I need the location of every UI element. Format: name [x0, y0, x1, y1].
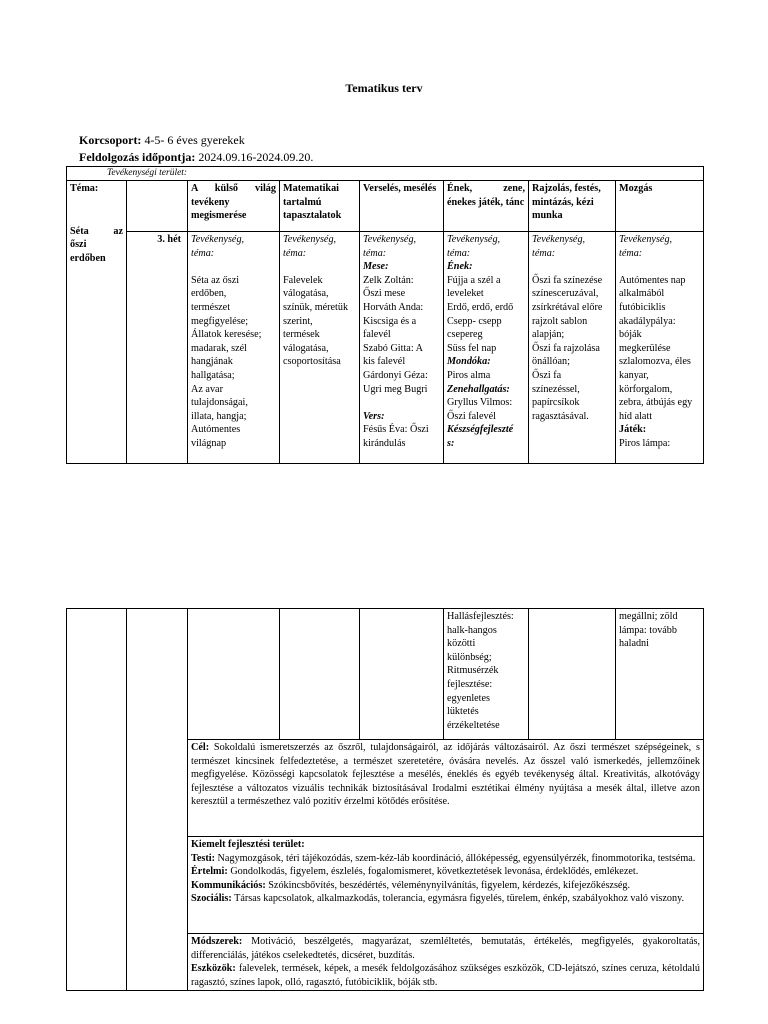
- topic-line-3: erdőben: [70, 252, 106, 264]
- cell-text-line: szerint,: [283, 315, 313, 327]
- cell-text-line: ragasztásával.: [532, 410, 589, 422]
- cell-text-line: Ugri meg Bugri: [363, 383, 428, 395]
- activity-label: téma:: [191, 247, 215, 259]
- cell-text-line: megállni; zöld: [619, 611, 678, 622]
- cell-text-line: egyenletes: [447, 692, 490, 704]
- activity-label: Tevékenység,: [532, 234, 586, 245]
- cell-text-line: falevél: [363, 329, 391, 341]
- cell-text-line: csepereg: [447, 329, 483, 341]
- szocialis-text: Társas kapcsolatok, alkalmazkodás, tolerancia, egymásra figyelés, türelem, énkép, szabályokhoz való viszony.: [231, 893, 685, 905]
- cell-text-line: válogatása,: [283, 342, 329, 354]
- cell-text-line: érzékeltetése: [447, 719, 500, 731]
- development-ertelmi: [191, 865, 700, 879]
- cell-text-line: kirándulás: [363, 437, 406, 449]
- cell-text-line: körforgalom,: [619, 383, 673, 395]
- list-kulso: [191, 274, 276, 451]
- cell-text-line: akadálypálya:: [619, 315, 676, 327]
- plan-table: [66, 166, 704, 464]
- cell-text-line: zebra, átbújás egy: [619, 397, 693, 409]
- list-matek: [283, 274, 356, 369]
- list-enek-cont: [447, 610, 525, 732]
- testi-text: Nagymozgások, téri tájékozódás, szem-kéz-láb koordináció, állóképesség, egyensúlyérzék, finommotorika, testséma.: [214, 852, 696, 864]
- cell-text-line: Piros alma: [447, 369, 491, 381]
- cell-text-line: Séta az őszi: [191, 274, 240, 286]
- mondoka-label: Mondóka:: [447, 356, 491, 368]
- plan-table-continuation: [66, 608, 704, 991]
- enek-label: Ének:: [447, 261, 473, 273]
- cell-text-line: Ritmusérzék: [447, 665, 499, 677]
- testi-label: Testi:: [191, 852, 215, 864]
- cell-text-line: haladni: [619, 638, 649, 650]
- col-verseles: [360, 232, 444, 464]
- cell-text-line: leveleket: [447, 288, 484, 300]
- topic-line-1: [70, 225, 123, 239]
- methods-text: Motiváció, beszélgetés, magyarázat, szemléltetés, bemutatás, értékelés, megfigyelés, gyakoroltatás, differenciálás, játékos cselekedtetés, dicséret, buzdítás.: [191, 936, 700, 961]
- cell-text-line: világnap: [191, 437, 227, 449]
- list-zene: [447, 396, 525, 423]
- kommunikacios-text: Szókincsbővítés, beszédértés, véleménynyilvánítás, figyelem, kérdezés, kifejezőkészség.: [265, 879, 631, 891]
- col-rajz-cont: [529, 609, 616, 740]
- cell-text-line: közötti: [447, 638, 476, 650]
- cell-text-line: halk-hangos: [447, 624, 497, 636]
- col-rajzolas: [529, 232, 616, 464]
- cell-text-line: Autómentes nap: [619, 274, 686, 286]
- cell-text-line: tulajdonságai,: [191, 397, 248, 409]
- cell-text-line: Fújja a szél a: [447, 274, 501, 286]
- cell-text-line: színezéssel,: [532, 383, 580, 395]
- col-verseles-cont: [360, 609, 444, 740]
- cell-text-line: színük, méretük: [283, 301, 349, 313]
- activity-label: téma:: [283, 247, 307, 259]
- cell-text-line: Az avar: [191, 383, 223, 395]
- activity-label: téma:: [532, 247, 556, 259]
- cell-text-line: papírcsíkok: [532, 397, 580, 409]
- col-enek: [444, 232, 529, 464]
- col-matematika: [280, 232, 360, 464]
- header-enek: Ének, zene, énekes játék, tánc: [444, 181, 529, 232]
- activity-label: Tevékenység,: [283, 234, 337, 245]
- age-group-value: 4-5- 6 éves gyerekek: [141, 133, 245, 147]
- list-vers: [363, 423, 440, 450]
- cell-text-line: zsírkrétával előre: [532, 301, 603, 313]
- col-enek-cont: [444, 609, 529, 740]
- list-mese: [363, 274, 440, 396]
- cell-text-line: erdőben,: [191, 288, 227, 300]
- cell-text-line: Kiscsiga és a: [363, 315, 417, 327]
- activity-label: téma:: [447, 247, 471, 259]
- list-enek: [447, 274, 525, 356]
- development-cell: [188, 837, 704, 934]
- cell-text-line: Falevelek: [283, 274, 323, 286]
- cell-text-line: Őszi mese: [363, 288, 406, 300]
- col-matek-cont: [280, 609, 360, 740]
- tools-line: [191, 962, 700, 989]
- list-mozgas-cont: [619, 610, 700, 651]
- cell-text-line: hangjának: [191, 356, 233, 368]
- cell-text-line: madarak, szél: [191, 342, 248, 354]
- col-kulso-cont: [188, 609, 280, 740]
- cell-text-line: alkalmából: [619, 288, 665, 300]
- topic-line-2: őszi: [70, 239, 87, 251]
- cell-text-line: Őszi fa színezése: [532, 274, 603, 286]
- jatek-label: Játék:: [619, 424, 647, 436]
- header-mozgas: Mozgás: [616, 181, 704, 232]
- list-mondoka: [447, 369, 525, 383]
- cell-text-line: rajzolt sablon: [532, 315, 588, 327]
- cell-text-line: megkerülése: [619, 342, 671, 354]
- cell-text-line: illata, hangja;: [191, 410, 247, 422]
- cell-text-line: Őszi falevél: [447, 410, 496, 422]
- development-heading: Kiemelt fejlesztési terület:: [191, 839, 305, 850]
- development-szocialis: [191, 892, 700, 906]
- topic-word: az: [113, 225, 123, 237]
- cell-text-line: Gárdonyi Géza:: [363, 369, 428, 381]
- cell-text-line: Őszi fa rajzolása: [532, 342, 600, 354]
- list-mozgas: [619, 274, 700, 424]
- goal-label: Cél:: [191, 742, 210, 753]
- topic-cell-cont: [67, 609, 127, 991]
- cell-text-line: fejlesztése:: [447, 678, 493, 690]
- topic-word: Séta: [70, 225, 89, 237]
- mese-label: Mese:: [363, 261, 389, 273]
- keszsegfejlesztes-label: Készségfejleszté: [447, 424, 514, 436]
- activity-area-label: Tevékenységi terület:: [67, 167, 704, 181]
- cell-text-line: Őszi fa: [532, 369, 562, 381]
- col-mozgas-cont: [616, 609, 704, 740]
- cell-text-line: Állatok keresése;: [191, 329, 262, 341]
- cell-text-line: Autómentes: [191, 424, 241, 436]
- development-testi: [191, 852, 700, 866]
- kommunikacios-label: Kommunikációs:: [191, 879, 266, 891]
- cell-text-line: lámpa: tovább: [619, 624, 677, 636]
- tools-label: Eszközök:: [191, 963, 236, 975]
- week-cell: 3. hét: [127, 232, 188, 464]
- cell-text-line: Szabó Gitta: A: [363, 342, 423, 354]
- cell-text-line: híd alatt: [619, 410, 653, 422]
- activity-label: Tevékenység,: [191, 234, 245, 245]
- cell-text-line: Fésűs Éva: Őszi: [363, 424, 429, 436]
- cell-text-line: természet: [191, 301, 231, 313]
- date-value: 2024.09.16-2024.09.20.: [195, 150, 314, 164]
- cell-text-line: Csepp- csepp: [447, 315, 502, 327]
- cell-text-line: Gryllus Vilmos:: [447, 397, 513, 409]
- col-mozgas: [616, 232, 704, 464]
- vers-label: Vers:: [363, 410, 385, 422]
- goal-text: Sokoldalú ismeretszerzés az őszről, tulajdonságairól, az időjárás változásairól. Az őszi természet szépségeinek, s természet kincsinek felfedeztetése, a természet szeretetére, óvására nevelés. Az ősszel való ismerkedés, jellemzőinek megfigyelése. Közösségi kapcsolatok fejlesztése a mesélés, éneklés és egyéb tevékenység által. Kreativitás, alkotóvágy fejlesztése a változatos vizuális technikák biztosításával Irodalmi esztétikai élmény nyújtása a mesék által, illetve azon keresztül a természethez való pozitív érzelmi kötődés erősítése.: [191, 742, 700, 808]
- cell-text-line: válogatása,: [283, 288, 329, 300]
- cell-text-line: Erdő, erdő, erdő: [447, 301, 514, 313]
- cell-text-line: csoportosítása: [283, 356, 341, 368]
- cell-text-line: Hallásfejlesztés:: [447, 611, 514, 622]
- ertelmi-text: Gondolkodás, figyelem, észlelés, fogalomismeret, következtetések levonása, érdeklődés, emlékezet.: [227, 866, 639, 878]
- zenehallgatas-label: Zenehallgatás:: [447, 383, 510, 395]
- ertelmi-label: Értelmi:: [191, 866, 228, 878]
- col-kulso-vilag: [188, 232, 280, 464]
- week-cell-cont: [127, 609, 188, 991]
- topic-header: Téma:: [70, 183, 99, 194]
- cell-text-line: kis falevél: [363, 356, 406, 368]
- goal-cell: [188, 740, 704, 837]
- cell-text-line: Horváth Anda:: [363, 301, 424, 313]
- topic-cell: [67, 181, 127, 464]
- cell-text-line: Zelk Zoltán:: [363, 274, 414, 286]
- cell-text-line: termések: [283, 329, 320, 341]
- cell-text-line: lüktetés: [447, 706, 479, 718]
- header-rajzolas: Rajzolás, festés, mintázás, kézi munka: [529, 181, 616, 232]
- activity-label: téma:: [619, 247, 643, 259]
- methods-line: [191, 935, 700, 962]
- cell-text-line: alapján;: [532, 329, 565, 341]
- cell-text-line: önállóan;: [532, 356, 570, 368]
- cell-text-line: Süss fel nap: [447, 342, 497, 354]
- keszsegfejlesztes-label: s:: [447, 437, 455, 449]
- cell-text-line: bóják: [619, 329, 642, 341]
- cell-text-line: színesceruzával,: [532, 288, 599, 300]
- page-title: Tematikus terv: [345, 81, 423, 95]
- header-matematika: Matematikai tartalmú tapasztalatok: [280, 181, 360, 232]
- activity-label: téma:: [363, 247, 387, 259]
- list-rajz: [532, 274, 612, 424]
- cell-text-line: kanyar,: [619, 369, 649, 381]
- activity-label: Tevékenység,: [363, 234, 417, 245]
- header-kulso-vilag: A külső világ tevékeny megismerése: [188, 181, 280, 232]
- age-group-label: Korcsoport:: [79, 133, 142, 147]
- header-verseles: Verselés, mesélés: [360, 181, 444, 232]
- week-header-cell: [127, 181, 188, 232]
- methods-cell: [188, 934, 704, 991]
- development-kommunikacios: [191, 879, 700, 893]
- activity-label: Tevékenység,: [447, 234, 501, 245]
- cell-text-line: megfigyelése;: [191, 315, 249, 327]
- cell-text-line: hallgatása;: [191, 369, 235, 381]
- szocialis-label: Szociális:: [191, 893, 232, 905]
- methods-label: Módszerek:: [191, 936, 243, 947]
- age-group-line: [79, 132, 245, 148]
- cell-text-line: szlalomozva, éles: [619, 356, 691, 368]
- date-line: [79, 149, 313, 165]
- cell-text-line: futóbiciklis: [619, 301, 666, 313]
- jatek-text: Piros lámpa:: [619, 437, 671, 449]
- activity-label: Tevékenység,: [619, 234, 673, 245]
- date-label: Feldolgozás időpontja:: [79, 150, 196, 164]
- tools-text: falevelek, termések, képek, a mesék feldolgozásához szükséges eszközök, CD-lejátszó, színes ceruza, kétoldalú ragasztó, színes lapok, olló, ragasztó, futóbiciklik, bóják stb.: [191, 963, 700, 988]
- cell-text-line: különbség;: [447, 651, 492, 663]
